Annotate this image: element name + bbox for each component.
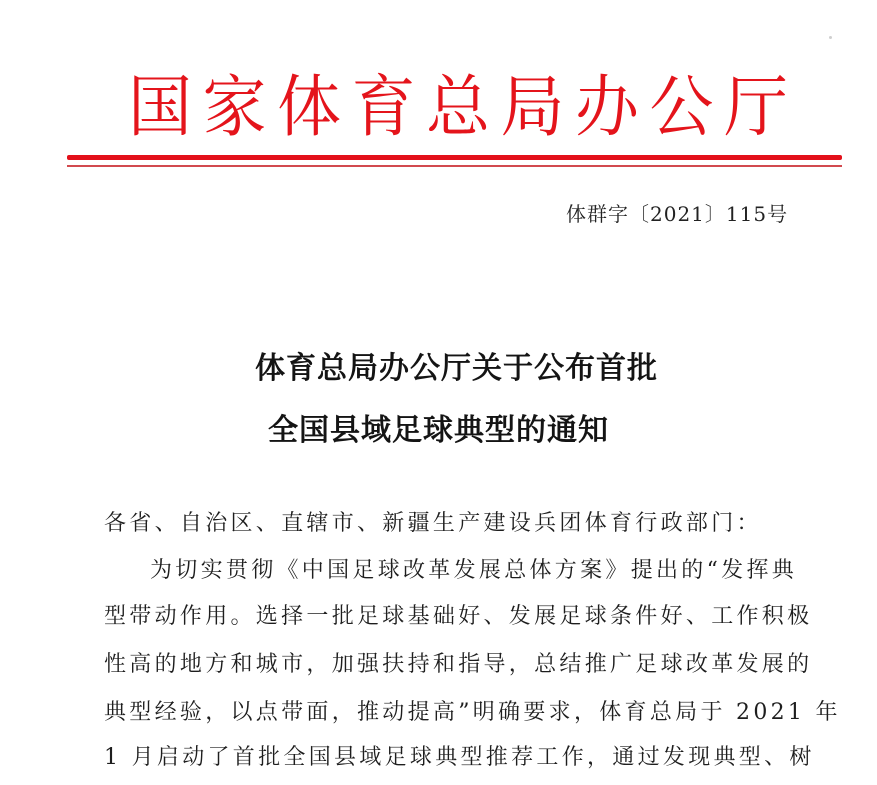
letterhead-char: 厅 (724, 69, 788, 147)
letterhead-char: 育 (351, 69, 416, 147)
body-text-line: 1 月启动了首批全国县域足球典型推荐工作，通过发现典型、树 (104, 745, 815, 770)
body-text-line: 型带动作用。选择一批足球基础好、发展足球条件好、工作积极 (104, 604, 813, 629)
letterhead-char: 家 (202, 69, 267, 147)
letterhead-char: 体 (277, 69, 341, 147)
letterhead-char: 总 (426, 69, 490, 147)
addressee: 各省、自治区、直辖市、新疆生产建设兵团体育行政部门： (104, 511, 762, 536)
body-text-line: 典型经验，以点带面，推动提高”明确要求，体育总局于 2021 年 (104, 700, 841, 725)
letterhead-char: 公 (649, 69, 714, 147)
letterhead-char: 国 (128, 69, 192, 147)
document-title-line-1: 体育总局办公厅关于公布首批 (255, 351, 658, 386)
letterhead-char: 办 (575, 69, 639, 147)
letterhead-char: 局 (500, 69, 565, 147)
letterhead-red-rule-thin (67, 165, 842, 167)
body-text-line: 为切实贯彻《中国足球改革发展总体方案》提出的“发挥典 (150, 558, 798, 583)
document-title-line-2: 全国县域足球典型的通知 (268, 413, 609, 448)
letterhead-red-rule-thick (67, 155, 842, 160)
body-text-line: 性高的地方和城市，加强扶持和指导，总结推广足球改革发展的 (104, 652, 813, 677)
scan-artifact (829, 36, 832, 39)
document-number: 体群字〔2021〕115号 (566, 202, 789, 226)
letterhead-org-name (128, 66, 788, 150)
